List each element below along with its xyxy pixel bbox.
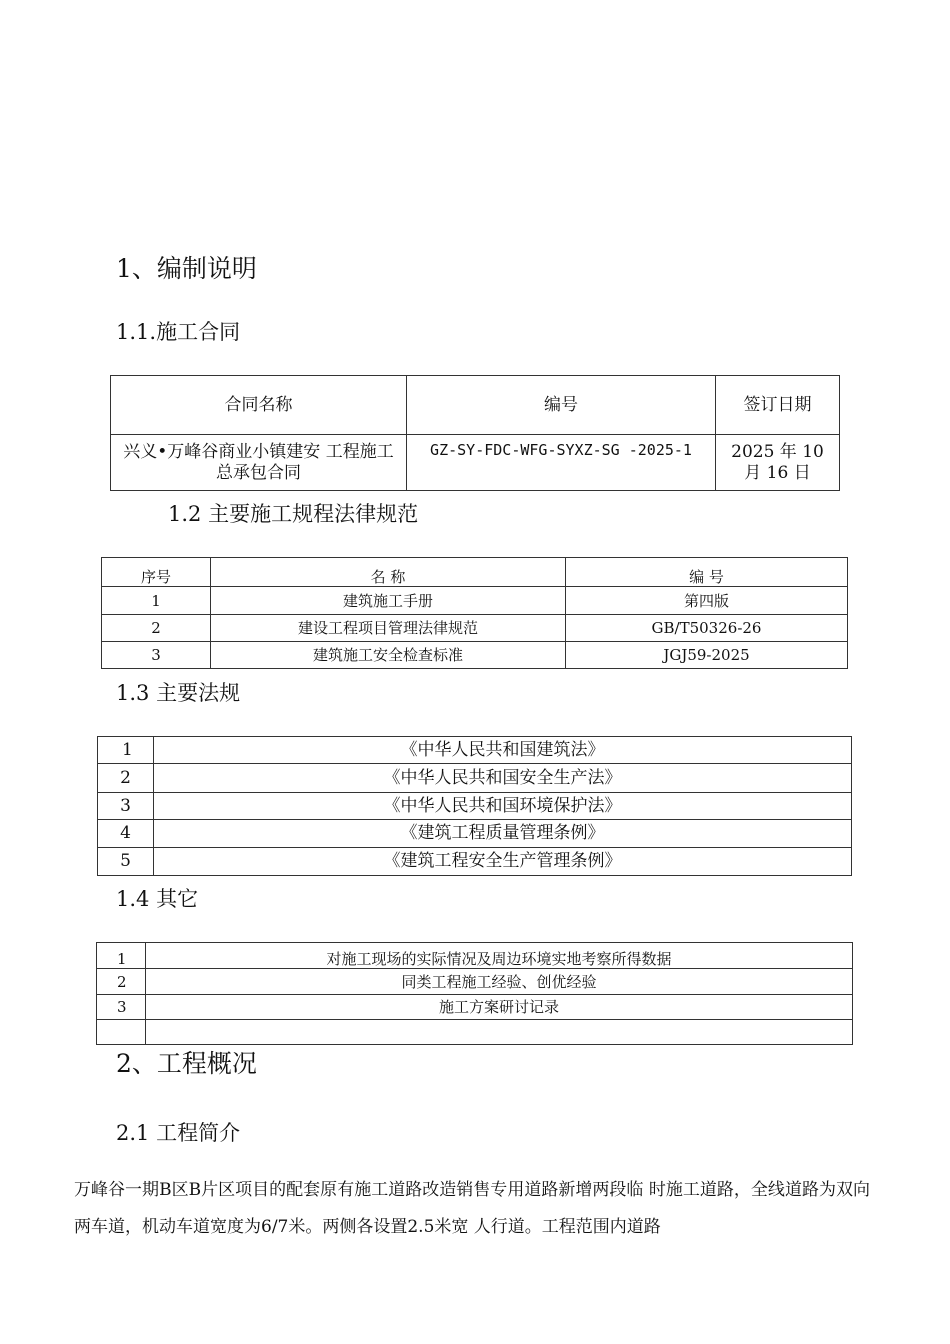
- other-name: [146, 1020, 853, 1045]
- standards-header-no: 序号: [102, 558, 211, 587]
- contract-header-code: 编号: [407, 376, 716, 435]
- table-row: [98, 764, 852, 793]
- standard-no: 3: [102, 642, 211, 669]
- other-no: [97, 1020, 146, 1045]
- section-2-title: 2、工程概况: [116, 1049, 257, 1078]
- table-row: [97, 969, 853, 995]
- standards-header-name: 名 称: [211, 558, 566, 587]
- table-row: [102, 642, 848, 669]
- standard-name: 建筑施工手册: [211, 587, 566, 615]
- table-row: [97, 1020, 853, 1045]
- contract-table: [110, 375, 840, 491]
- law-name: 《中华人民共和国环境保护法》: [154, 793, 852, 820]
- standard-code: 第四版: [566, 587, 848, 615]
- contract-header-name: 合同名称: [111, 376, 407, 435]
- other-no: 3: [97, 995, 146, 1020]
- law-no: 3: [98, 793, 154, 820]
- contract-date: 2025 年 10 月 16 日: [716, 435, 840, 491]
- law-name: 《建筑工程质量管理条例》: [154, 820, 852, 848]
- table-row: [102, 615, 848, 642]
- standards-header-code: 编 号: [566, 558, 848, 587]
- section-1-3-title: 1.3 主要法规: [116, 681, 241, 705]
- law-name: 《建筑工程安全生产管理条例》: [154, 848, 852, 876]
- table-row: [98, 793, 852, 820]
- standard-code: JGJ59-2025: [566, 642, 848, 669]
- standard-no: 1: [102, 587, 211, 615]
- table-row: [98, 737, 852, 764]
- other-name: 同类工程施工经验、创优经验: [146, 969, 853, 995]
- law-name: 《中华人民共和国建筑法》: [154, 737, 852, 764]
- section-1-title: 1、编制说明: [116, 254, 257, 283]
- section-2-1-title: 2.1 工程简介: [116, 1121, 241, 1145]
- laws-table: [97, 736, 852, 876]
- section-1-4-title: 1.4 其它: [116, 887, 199, 911]
- other-name: 对施工现场的实际情况及周边环境实地考察所得数据: [146, 943, 853, 969]
- table-row: [102, 587, 848, 615]
- law-no: 1: [98, 737, 154, 764]
- table-row: [98, 820, 852, 848]
- standards-table: [101, 557, 848, 669]
- section-1-1-title: 1.1.施工合同: [116, 320, 241, 344]
- section-1-2-title: 1.2 主要施工规程法律规范: [168, 502, 419, 526]
- table-row: [98, 848, 852, 876]
- standard-code: GB/T50326-26: [566, 615, 848, 642]
- law-no: 2: [98, 764, 154, 793]
- law-name: 《中华人民共和国安全生产法》: [154, 764, 852, 793]
- other-name: 施工方案研讨记录: [146, 995, 853, 1020]
- standard-no: 2: [102, 615, 211, 642]
- other-no: 1: [97, 943, 146, 969]
- other-no: 2: [97, 969, 146, 995]
- contract-name: 兴义•万峰谷商业小镇建安 工程施工总承包合同: [111, 435, 407, 491]
- table-row: [97, 995, 853, 1020]
- contract-code: GZ-SY-FDC-WFG-SYXZ-SG -2025-1: [407, 435, 716, 491]
- standard-name: 建筑施工安全检查标准: [211, 642, 566, 669]
- intro-paragraph: 万峰谷一期B区B片区项目的配套原有施工道路改造销售专用道路新增两段临 时施工道路，全线道路为双向两车道，机动车道宽度为6/7米。两侧各设置2.5米宽 人行道。工程范围内道路: [74, 1180, 870, 1237]
- standard-name: 建设工程项目管理法律规范: [211, 615, 566, 642]
- law-no: 4: [98, 820, 154, 848]
- law-no: 5: [98, 848, 154, 876]
- contract-header-date: 签订日期: [716, 376, 840, 435]
- table-row: [97, 943, 853, 969]
- other-table: [96, 942, 853, 1045]
